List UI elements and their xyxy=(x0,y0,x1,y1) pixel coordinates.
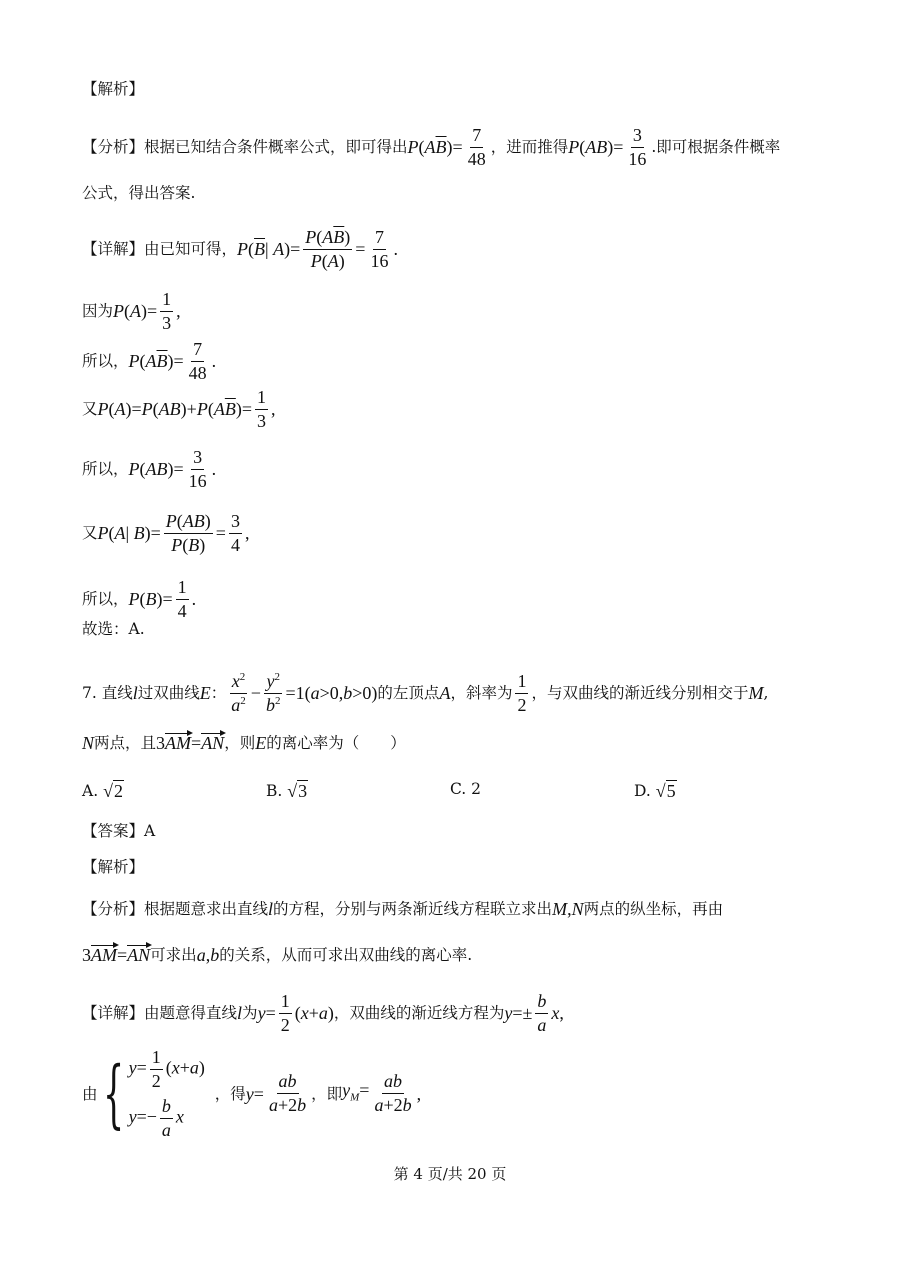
choose-line: 故选：A. xyxy=(82,620,145,638)
analysis-line-2-cont: 3AM=AN 可求出 a,b 的关系，从而可求出双曲线的离心率. xyxy=(82,945,473,965)
answer-line: 【答案】A xyxy=(82,822,156,840)
detail-line-2: 【详解】 由题意得直线 l 为 y= $\frac{1}{2}$ (x+a) ，双曲线的渐近线方程为 y=± $\frac{b}{a}$ x , xyxy=(82,991,564,1035)
option-c[interactable]: C. 2 xyxy=(450,780,482,798)
question-7-line-2: N 两点，且 3AM=AN ，则 E 的离心率为（ ） xyxy=(82,733,406,753)
detail-step-also-2: 又 P(A| B)= $\frac{P(AB)}{P(B)}$ = $\frac{3}{4}$ , xyxy=(82,511,250,555)
analysis-line-2: 【分析】 根据题意求出直线 l 的方程，分别与两条渐近线方程联立求出 M,N 两点的纵坐标，再由 xyxy=(82,899,724,919)
detail-step-also-1: 又 $P(A)=P(AB)+P(A\overline{B})=$ $\frac{1}{3}$ , xyxy=(82,387,276,431)
section-label: 【解析】 xyxy=(82,80,145,98)
system-line: 由 { y= $\frac{1}{2}$ (x+a) y=− $\frac{b}{a}$ x ，得 y= $\frac{ab}{a+2b}$ ，即 $y_M=$ $\frac{ab}{a+2b}$ , xyxy=(82,1047,422,1140)
option-b[interactable]: B. √ 3 xyxy=(266,781,308,801)
section-label-2: 【解析】 xyxy=(82,858,145,876)
analysis-line-1: 【分析】 根据已知结合条件概率公式，即可得出 $P(A\overline{B})=$ $\frac{7}{48}$ ，进而推得 P(AB)= $\frac{3}{16}$ .即可根据条件概率 xyxy=(82,125,781,169)
detail-step-so-3: 所以， P(B)= $\frac{1}{4}$ . xyxy=(82,577,197,621)
question-7-line-1: 7. 直线 l 过双曲线 E ： $\frac{x^2}{a^2}$ − $\frac{y^2}{b^2}$ =1(a>0,b>0) 的左顶点 A ，斜率为 $\frac{1}{2}$ ，与双曲线的渐近线分别相交于 M , xyxy=(82,671,769,715)
detail-step-so-2: 所以， P(AB)= $\frac{3}{16}$ . xyxy=(82,447,217,491)
detail-line-1: 【详解】 由已知可得， $P(\overline{B}|$ A)= $\frac{P(A\overline{B})}{P(A)}$ = $\frac{7}{16}$ . xyxy=(82,227,398,271)
detail-step-so-1: 所以， $P(A\overline{B})=$ $\frac{7}{48}$ . xyxy=(82,339,217,383)
detail-step-because: 因为 P(A)= $\frac{1}{3}$ , xyxy=(82,289,181,333)
analysis-line-1-cont: 公式，得出答案. xyxy=(82,184,196,202)
page-footer: 第 4 页/共 20 页 xyxy=(393,1165,507,1183)
option-a[interactable]: A. √ 2 xyxy=(82,781,123,801)
option-d[interactable]: D. √ 5 xyxy=(634,781,676,801)
